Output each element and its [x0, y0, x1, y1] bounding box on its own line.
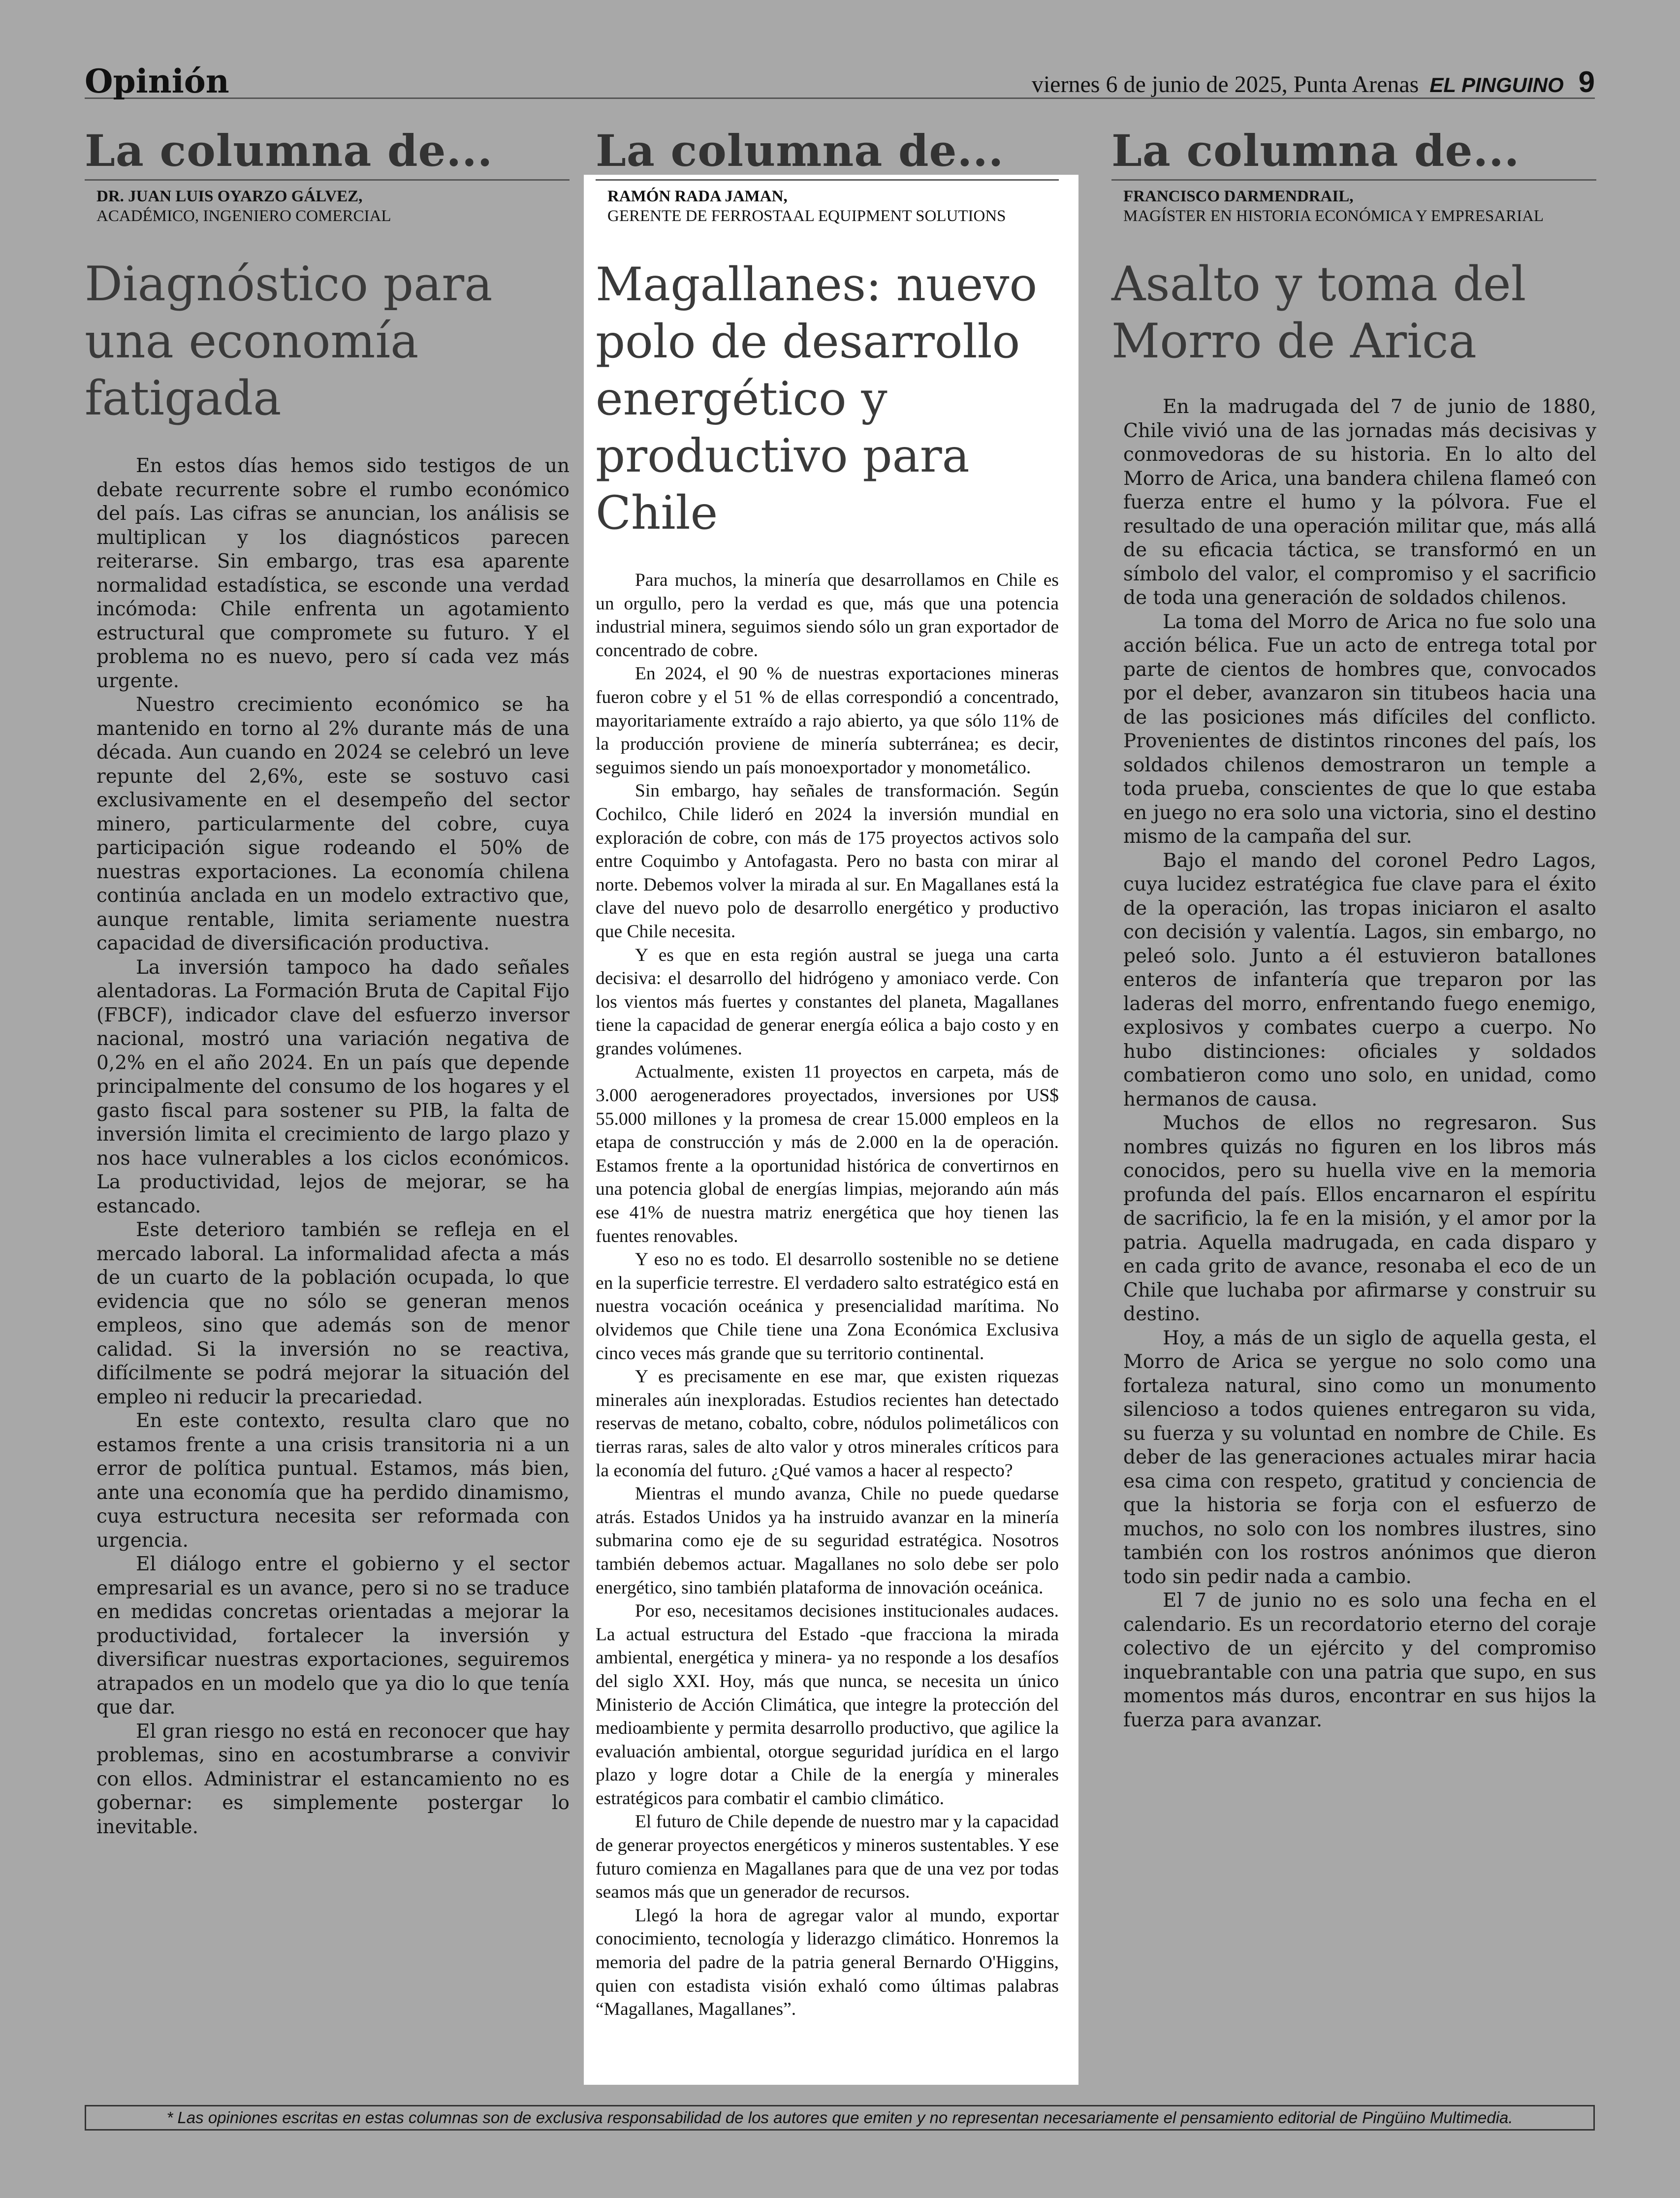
- page-number: 9: [1578, 65, 1595, 98]
- disclaimer-note: * Las opiniones escritas en estas columnas son de exclusiva responsabilidad de los autores que emiten y no representan necesariamente el pensamiento editorial de Pingüino Multimedia.: [85, 2105, 1595, 2131]
- body-paragraph: El diálogo entre el gobierno y el sector empresarial es un avance, pero si no se traduce en medidas concretas orientadas a mejorar la productividad, fortalecer la inversión y diversificar nuestras exportaciones, seguiremos atrapados en un modelo que ya dio lo que tenía que dar.: [96, 1553, 570, 1719]
- column-body: [596, 569, 1059, 2021]
- date-line: [1032, 65, 1595, 99]
- author-byline: [1123, 187, 1596, 226]
- body-paragraph: Hoy, a más de un siglo de aquella gesta, el Morro de Arica se yergue no solo como una fortaleza natural, sino como un monumento silencioso a todos quienes entregaron su vida, su fuerza y su voluntad en nombre de Chile. Es deber de las generaciones actuales mirar hacia esa cima con respeto, gratitud y conciencia de que la historia se forja con el esfuerzo de muchos, no solo con los nombres ilustres, sino también con los rostros anónimos que dieron todo sin pedir nada a cambio.: [1123, 1327, 1596, 1588]
- body-paragraph: Nuestro crecimiento económico se ha mantenido en torno al 2% durante más de una década. Aun cuando en 2024 se celebró un leve repunte del 2,6%, este se sostuvo casi exclusivamente en el desempeño del sector minero, particularmente del cobre, cuya participación sigue rodeando el 50% de nuestras exportaciones. La economía chilena continúa anclada en un modelo extractivo que, aunque rentable, limita seriamente nuestra capacidad de diversificación productiva.: [96, 694, 570, 955]
- column-body: [96, 454, 570, 1839]
- opinion-column-2: [584, 125, 1078, 2085]
- body-paragraph: El futuro de Chile depende de nuestro mar y la capacidad de generar proyectos energéticos y mineros sustentables. Y ese futuro comienza en Magallanes para que de una vez por todas seamos más que un generador de recursos.: [596, 1812, 1059, 1903]
- body-paragraph: En este contexto, resulta claro que no estamos frente a una crisis transitoria ni a un error de política puntual. Estamos, más bien, ante una economía que ha perdido dinamismo, cuya estructura necesita ser reformada con urgencia.: [96, 1410, 570, 1552]
- body-paragraph: Y eso no es todo. El desarrollo sostenible no se detiene en la superficie terrestre. El verdadero salto estratégico está en nuestra vocación oceánica y presencialidad marítima. No olvidemos que Chile tiene una Zona Económica Exclusiva cinco veces más grande que su territorio continental.: [596, 1249, 1059, 1364]
- body-paragraph: Para muchos, la minería que desarrollamos en Chile es un orgullo, pero la verdad es que, más que una potencia industrial minera, seguimos siendo sólo un gran exportador de concentrado de cobre.: [596, 570, 1059, 661]
- author-name: DR. JUAN LUIS OYARZO GÁLVEZ,: [96, 188, 363, 205]
- body-paragraph: En la madrugada del 7 de junio de 1880, Chile vivió una de las jornadas más decisivas y conmovedoras de su historia. En lo alto del Morro de Arica, una bandera chilena flameó con fuerza entre el humo y la pólvora. Fue el resultado de una operación militar que, más allá de su eficacia táctica, se transformó en un símbolo del valor, el compromiso y el sacrificio de toda una generación de soldados chilenos.: [1123, 396, 1596, 609]
- body-paragraph: En 2024, el 90 % de nuestras exportaciones mineras fueron cobre y el 51 % de ellas correspondió a concentrado, mayoritariamente extraído a rajo abierto, ya que sólo 11% de la producción proviene de minería subterránea; es decir, seguimos siendo un país monoexportador y monometálico.: [596, 664, 1059, 778]
- body-paragraph: La toma del Morro de Arica no fue solo una acción bélica. Fue un acto de entrega total por parte de cientos de hombres que, convocados por el deber, avanzaron sin titubeos hacia una de las posiciones más difíciles del conflicto. Provenientes de distintos rincones del país, los soldados chilenos demostraron un temple a toda prueba, conscientes de que lo que estaba en juego no era solo una victoria, sino el destino mismo de la campaña del sur.: [1123, 610, 1596, 848]
- section-title: Opinión: [85, 62, 229, 100]
- column-headline: Asalto y toma del Morro de Arica: [1111, 256, 1526, 369]
- author-role: MAGÍSTER EN HISTORIA ECONÓMICA Y EMPRESARIAL: [1123, 207, 1544, 225]
- column-kicker: La columna de...: [1111, 129, 1596, 181]
- body-paragraph: El 7 de junio no es solo una fecha en el calendario. Es un recordatorio eterno del coraje colectivo de un ejército y del compromiso inquebrantable con una patria que supo, en sus momentos más duros, encontrar en sus hijos la fuerza para avanzar.: [1123, 1590, 1596, 1731]
- body-paragraph: Mientras el mundo avanza, Chile no puede quedarse atrás. Estados Unidos ya ha instruido avanzar en la minería submarina como eje de su seguridad estratégica. Nosotros también debemos actuar. Magallanes no solo debe ser polo energético, sino también plataforma de innovación oceánica.: [596, 1484, 1059, 1598]
- column-kicker: La columna de...: [596, 129, 1059, 181]
- body-paragraph: Actualmente, existen 11 proyectos en carpeta, más de 3.000 aerogeneradores proyectados, inversiones por US$ 55.000 millones y la promesa de crear 15.000 empleos en la etapa de construcción y más de 2.000 en la de operación. Estamos frente a la oportunidad histórica de convertirnos en una potencia global de energías limpias, mejorando aún más ese 41% de nuestra matriz energética que hoy tienen las fuentes renovables.: [596, 1062, 1059, 1246]
- body-paragraph: Llegó la hora de agregar valor al mundo, exportar conocimiento, tecnología y liderazgo climático. Honremos la memoria del padre de la patria general Bernardo O'Higgins, quien con estadista visión exhaló como últimas palabras “Magallanes, Magallanes”.: [596, 1905, 1059, 2020]
- author-role: GERENTE DE FERROSTAAL EQUIPMENT SOLUTIONS: [607, 207, 1006, 225]
- column-kicker: La columna de...: [85, 129, 570, 181]
- body-paragraph: Sin embargo, hay señales de transformación. Según Cochilco, Chile lideró en 2024 la inversión mundial en exploración de cobre, con más de 175 proyectos activos solo entre Coquimbo y Antofagasta. Pero no basta con mirar al norte. Debemos volver la mirada al sur. En Magallanes está la clave del nuevo polo de desarrollo energético y productivo que Chile necesita.: [596, 781, 1059, 942]
- column-headline: Diagnóstico para una economía fatigada: [85, 256, 493, 426]
- body-paragraph: En estos días hemos sido testigos de un debate recurrente sobre el rumbo económico del país. Las cifras se anuncian, los análisis se multiplican y los diagnósticos parecen reiterarse. Sin embargo, tras esa aparente normalidad estadística, se esconde una verdad incómoda: Chile enfrenta un agotamiento estructural que compromete su futuro. Y el problema no es nuevo, pero sí cada vez más urgente.: [96, 455, 570, 692]
- body-paragraph: Muchos de ellos no regresaron. Sus nombres quizás no figuren en los libros más conocidos, pero su huella vive en la memoria profunda del país. Ellos encarnaron el espíritu de sacrificio, la fe en la misión, y el amor por la patria. Aquella madrugada, en cada disparo y en cada grito de avance, resonaba el eco de un Chile que luchaba por afirmarse y construir su destino.: [1123, 1112, 1596, 1325]
- opinion-column-1: [85, 125, 570, 1839]
- body-paragraph: La inversión tampoco ha dado señales alentadoras. La Formación Bruta de Capital Fijo (FBCF), indicador clave del esfuerzo inversor nacional, mostró una variación negativa de 0,2% en el año 2024. En un país que depende principalmente del consumo de los hogares y el gasto fiscal para sostener su PIB, la falta de inversión limita el crecimiento de largo plazo y nos hace vulnerables a los ciclos económicos. La productividad, lejos de mejorar, se ha estancado.: [96, 956, 570, 1217]
- body-paragraph: Y es precisamente en ese mar, que existen riquezas minerales aún inexploradas. Estudios recientes han detectado reservas de metano, cobalto, cobre, nódulos polimetálicos con tierras raras, sales de alto valor y otros minerales críticos para la economía del futuro. ¿Qué vamos a hacer al respecto?: [596, 1367, 1059, 1481]
- author-byline: [96, 187, 570, 226]
- author-name: FRANCISCO DARMENDRAIL,: [1123, 188, 1354, 205]
- body-paragraph: Por eso, necesitamos decisiones institucionales audaces. La actual estructura del Estado -que fracciona la mirada ambiental, energética y minera- ya no responde a los desafíos del siglo XXI. Hoy, más que nunca, se necesita un único Ministerio de Acción Climática, que integre la protección del medioambiente y permita desarrollo productivo, que agilice la evaluación ambiental, otorgue seguridad jurídica en el largo plazo y logre dotar a Chile de la energía y minerales estratégicos para combatir el cambio climático.: [596, 1601, 1059, 1809]
- newspaper-logo: EL PINGUINO: [1429, 73, 1564, 96]
- opinion-column-3: [1111, 125, 1596, 1732]
- author-byline: [607, 187, 1059, 226]
- body-paragraph: Este deterioro también se refleja en el mercado laboral. La informalidad afecta a más de un cuarto de la población ocupada, lo que evidencia que no sólo se generan menos empleos, sino que además son de menor calidad. Si la inversión no se reactiva, difícilmente se podrá mejorar la situación del empleo ni reducir la precariedad.: [96, 1219, 570, 1408]
- masthead: [85, 58, 1595, 99]
- issue-date: viernes 6 de junio de 2025, Punta Arenas: [1031, 71, 1419, 97]
- author-name: RAMÓN RADA JAMAN,: [607, 188, 788, 205]
- body-paragraph: Y es que en esta región austral se juega una carta decisiva: el desarrollo del hidrógeno y amoniaco verde. Con los vientos más fuertes y constantes del planeta, Magallanes tiene la capacidad de generar energía eólica a bajo costo y en grandes volúmenes.: [596, 945, 1059, 1059]
- column-body: [1123, 395, 1596, 1732]
- author-role: ACADÉMICO, INGENIERO COMERCIAL: [96, 207, 391, 225]
- column-headline: Magallanes: nuevo polo de desarrollo energético y productivo para Chile: [596, 258, 1038, 540]
- body-paragraph: Bajo el mando del coronel Pedro Lagos, cuya lucidez estratégica fue clave para el éxito de la operación, las tropas iniciaron el asalto con decisión y valentía. Lagos, sin embargo, no peleó solo. Junto a él estuvieron batallones enteros de infantería que treparon por las laderas del morro, enfrentando fuego enemigo, explosivos y combates cuerpo a cuerpo. No hubo distinciones: oficiales y soldados combatieron como uno solo, en unidad, como hermanos de causa.: [1123, 849, 1596, 1111]
- body-paragraph: El gran riesgo no está en reconocer que hay problemas, sino en acostumbrarse a convivir con ellos. Administrar el estancamiento no es gobernar: es simplemente postergar lo inevitable.: [96, 1720, 570, 1838]
